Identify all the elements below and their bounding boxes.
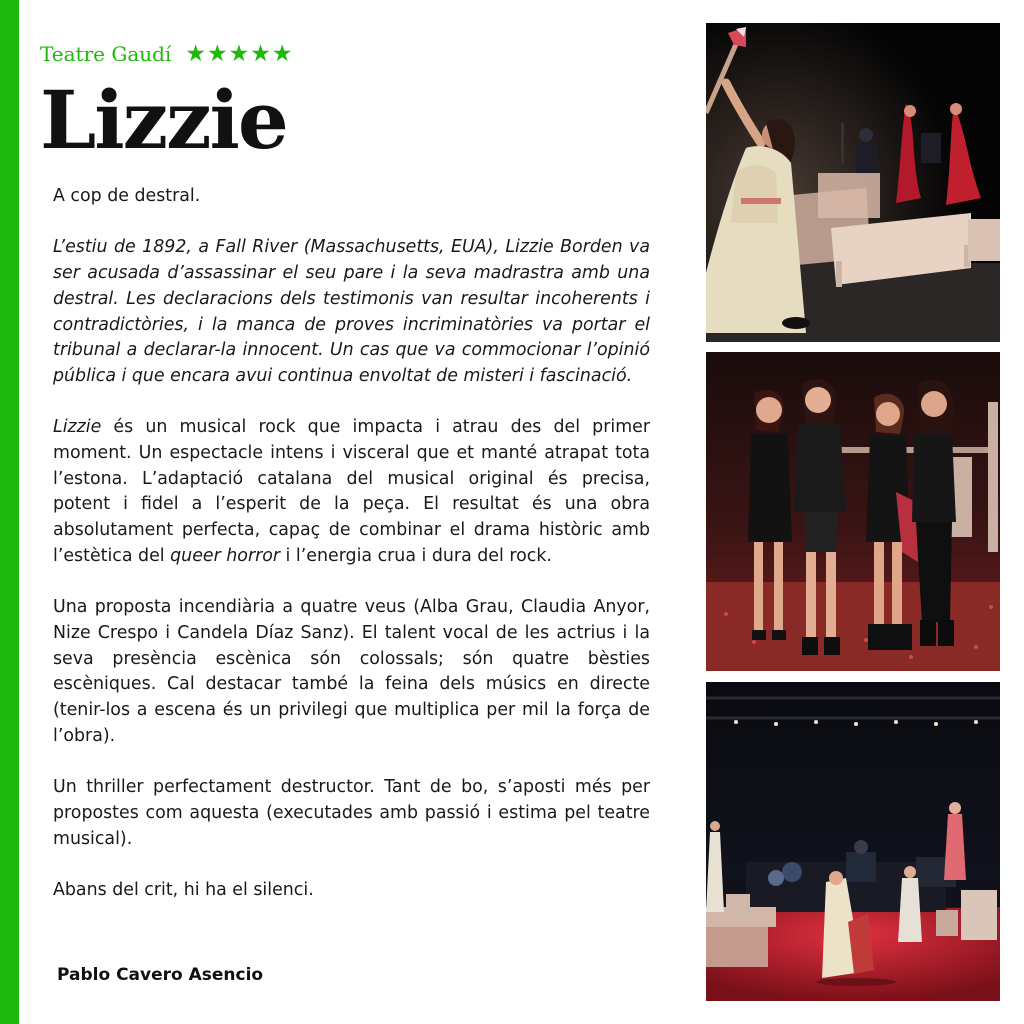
- genre-italic: queer horror: [170, 545, 281, 566]
- musical-text-b: i l’energia crua i dura del rock.: [280, 545, 552, 566]
- paragraph-musical: [53, 415, 650, 569]
- history-text: L’estiu de 1892, a Fall River (Massachusetts, EUA), Lizzie Borden va ser acusada d’assassinar el seu pare i la seva madrastra amb una destral. Les declaracions dels testimonis van resultar incoherents i contradictòries, i la manca de proves incriminatòries va portar el tribunal a declarar-la innocent. Un cas que va commocionar l’opinió pública i que encara avui continua envoltat de misteri i fascinació.: [53, 237, 650, 386]
- review-body: [53, 184, 650, 929]
- star-rating: [185, 40, 293, 67]
- author-name: Pablo Cavero Asencio: [57, 965, 264, 985]
- star-icon: ★: [206, 40, 228, 67]
- photo-four-actresses: [706, 352, 1000, 671]
- venue-rating-row: [40, 42, 293, 66]
- paragraph-cast: Una proposta incendiària a quatre veus (Alba Grau, Claudia Anyor, Nize Crespo i Candela Díaz Sanz). El talent vocal de les actrius i la seva presència escènica són colossals; són quatre bèsties escèniques. Cal destacar també la feina dels músics en directe (tenir-los a escena és un privilegi que multiplica per mil la força de l’obra).: [53, 597, 650, 746]
- intro-line: A cop de destral.: [53, 186, 201, 206]
- closing-line: Abans del crit, hi ha el silenci.: [53, 879, 314, 900]
- star-icon: ★: [228, 40, 250, 67]
- star-icon: ★: [271, 40, 293, 67]
- left-accent-bar: [0, 0, 19, 1024]
- paragraph-history: [53, 235, 650, 389]
- show-name-italic: Lizzie: [53, 417, 102, 438]
- star-icon: ★: [250, 40, 271, 67]
- paragraph-verdict: Un thriller perfectament destructor. Tant de bo, s’aposti més per propostes com aquesta (executades amb passió i estima pel teatre musical).: [53, 777, 650, 849]
- photo-singer-with-axe: [706, 23, 1000, 342]
- page-title: Lizzie: [40, 73, 287, 167]
- venue-name: Teatre Gaudí: [40, 42, 172, 66]
- star-icon: ★: [185, 40, 206, 67]
- photo-full-stage: [706, 682, 1000, 1001]
- musical-text-a: és un musical rock que impacta i atrau des del primer moment. Un espectacle intens i visceral que et manté atrapat tota l’estona. L’adaptació catalana del musical original és precisa, potent i fidel a l’esperit de la peça. El resultat és una obra absolutament perfecta, capaç de combinar el drama històric amb l’estètica del: [53, 417, 650, 566]
